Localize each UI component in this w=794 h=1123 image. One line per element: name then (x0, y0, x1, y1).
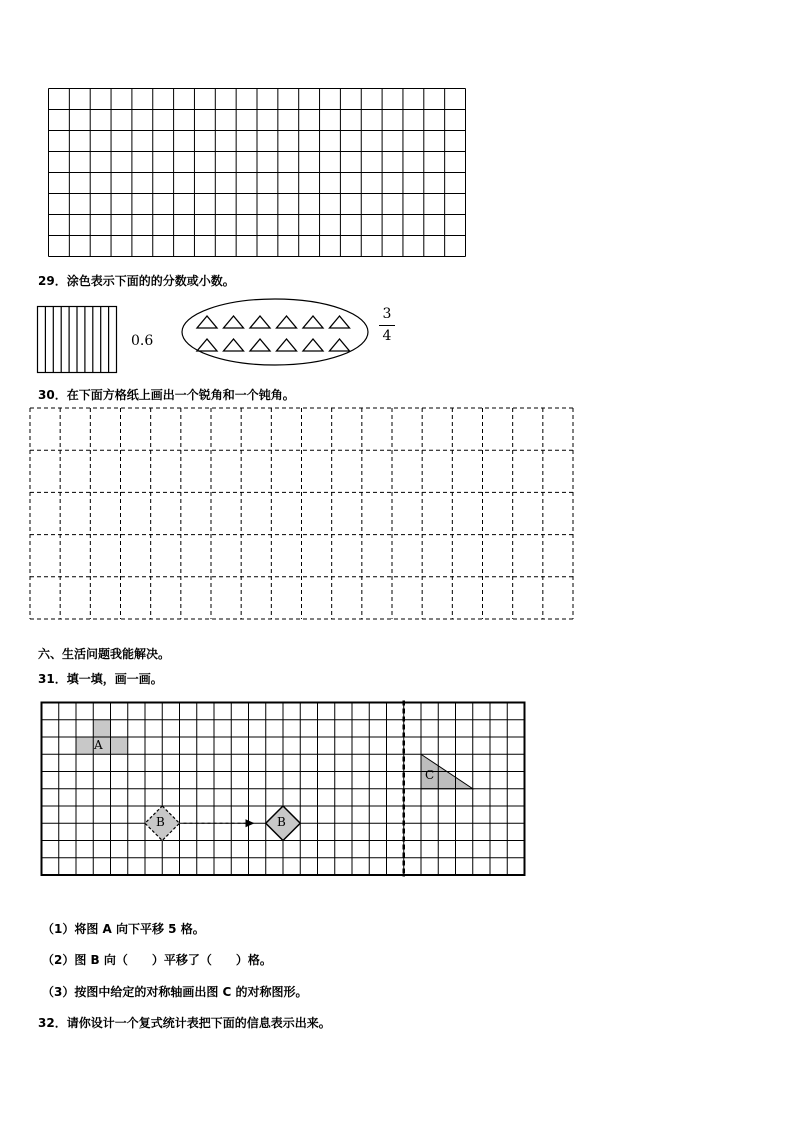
question-30-title: 30．在下面方格纸上画出一个锐角和一个钝角。 (38, 388, 295, 402)
shape-a-label: A (94, 738, 103, 752)
triangle-ellipse (180, 297, 370, 367)
section-6-title: 六、生活问题我能解决。 (38, 647, 171, 661)
triangle-icon (224, 339, 244, 351)
fraction-denominator: 4 (382, 328, 392, 344)
ellipse (182, 299, 368, 365)
triangle-icon (330, 316, 350, 328)
triangle-icon (224, 316, 244, 328)
dashed-grid (29, 407, 575, 621)
triangle-icon (303, 316, 323, 328)
triangle-icon (277, 316, 297, 328)
arrow-head-icon (246, 819, 255, 827)
triangle-icon (250, 316, 270, 328)
decimal-value: 0.6 (131, 333, 154, 349)
fraction-bar (379, 325, 395, 326)
question-31-title: 31．填一填，画一画。 (38, 672, 163, 686)
triangle-icon (197, 339, 217, 351)
triangle-icon (250, 339, 270, 351)
question-29-title: 29．涂色表示下面的的分数或小数。 (38, 274, 235, 288)
top-grid (47, 87, 467, 259)
task-1: （1）将图 A 向下平移 5 格。 (42, 922, 205, 936)
triangle-icon (303, 339, 323, 351)
striped-rectangle (36, 305, 118, 375)
shape-b-right-label: B (277, 815, 286, 829)
triangle-icon (277, 339, 297, 351)
shape-a (93, 720, 110, 737)
triangle-icon (197, 316, 217, 328)
shape-c-label: C (425, 768, 435, 782)
task-2: （2）图 B 向（ ）平移了（ ）格。 (42, 953, 272, 967)
translation-grid (40, 701, 526, 873)
shape-b-left-label: B (156, 815, 165, 829)
triangle-icon (330, 339, 350, 351)
fraction-numerator: 3 (382, 306, 392, 322)
question-32-title: 32．请你设计一个复式统计表把下面的信息表示出来。 (38, 1016, 331, 1030)
task-3: （3）按图中给定的对称轴画出图 C 的对称图形。 (42, 985, 308, 999)
